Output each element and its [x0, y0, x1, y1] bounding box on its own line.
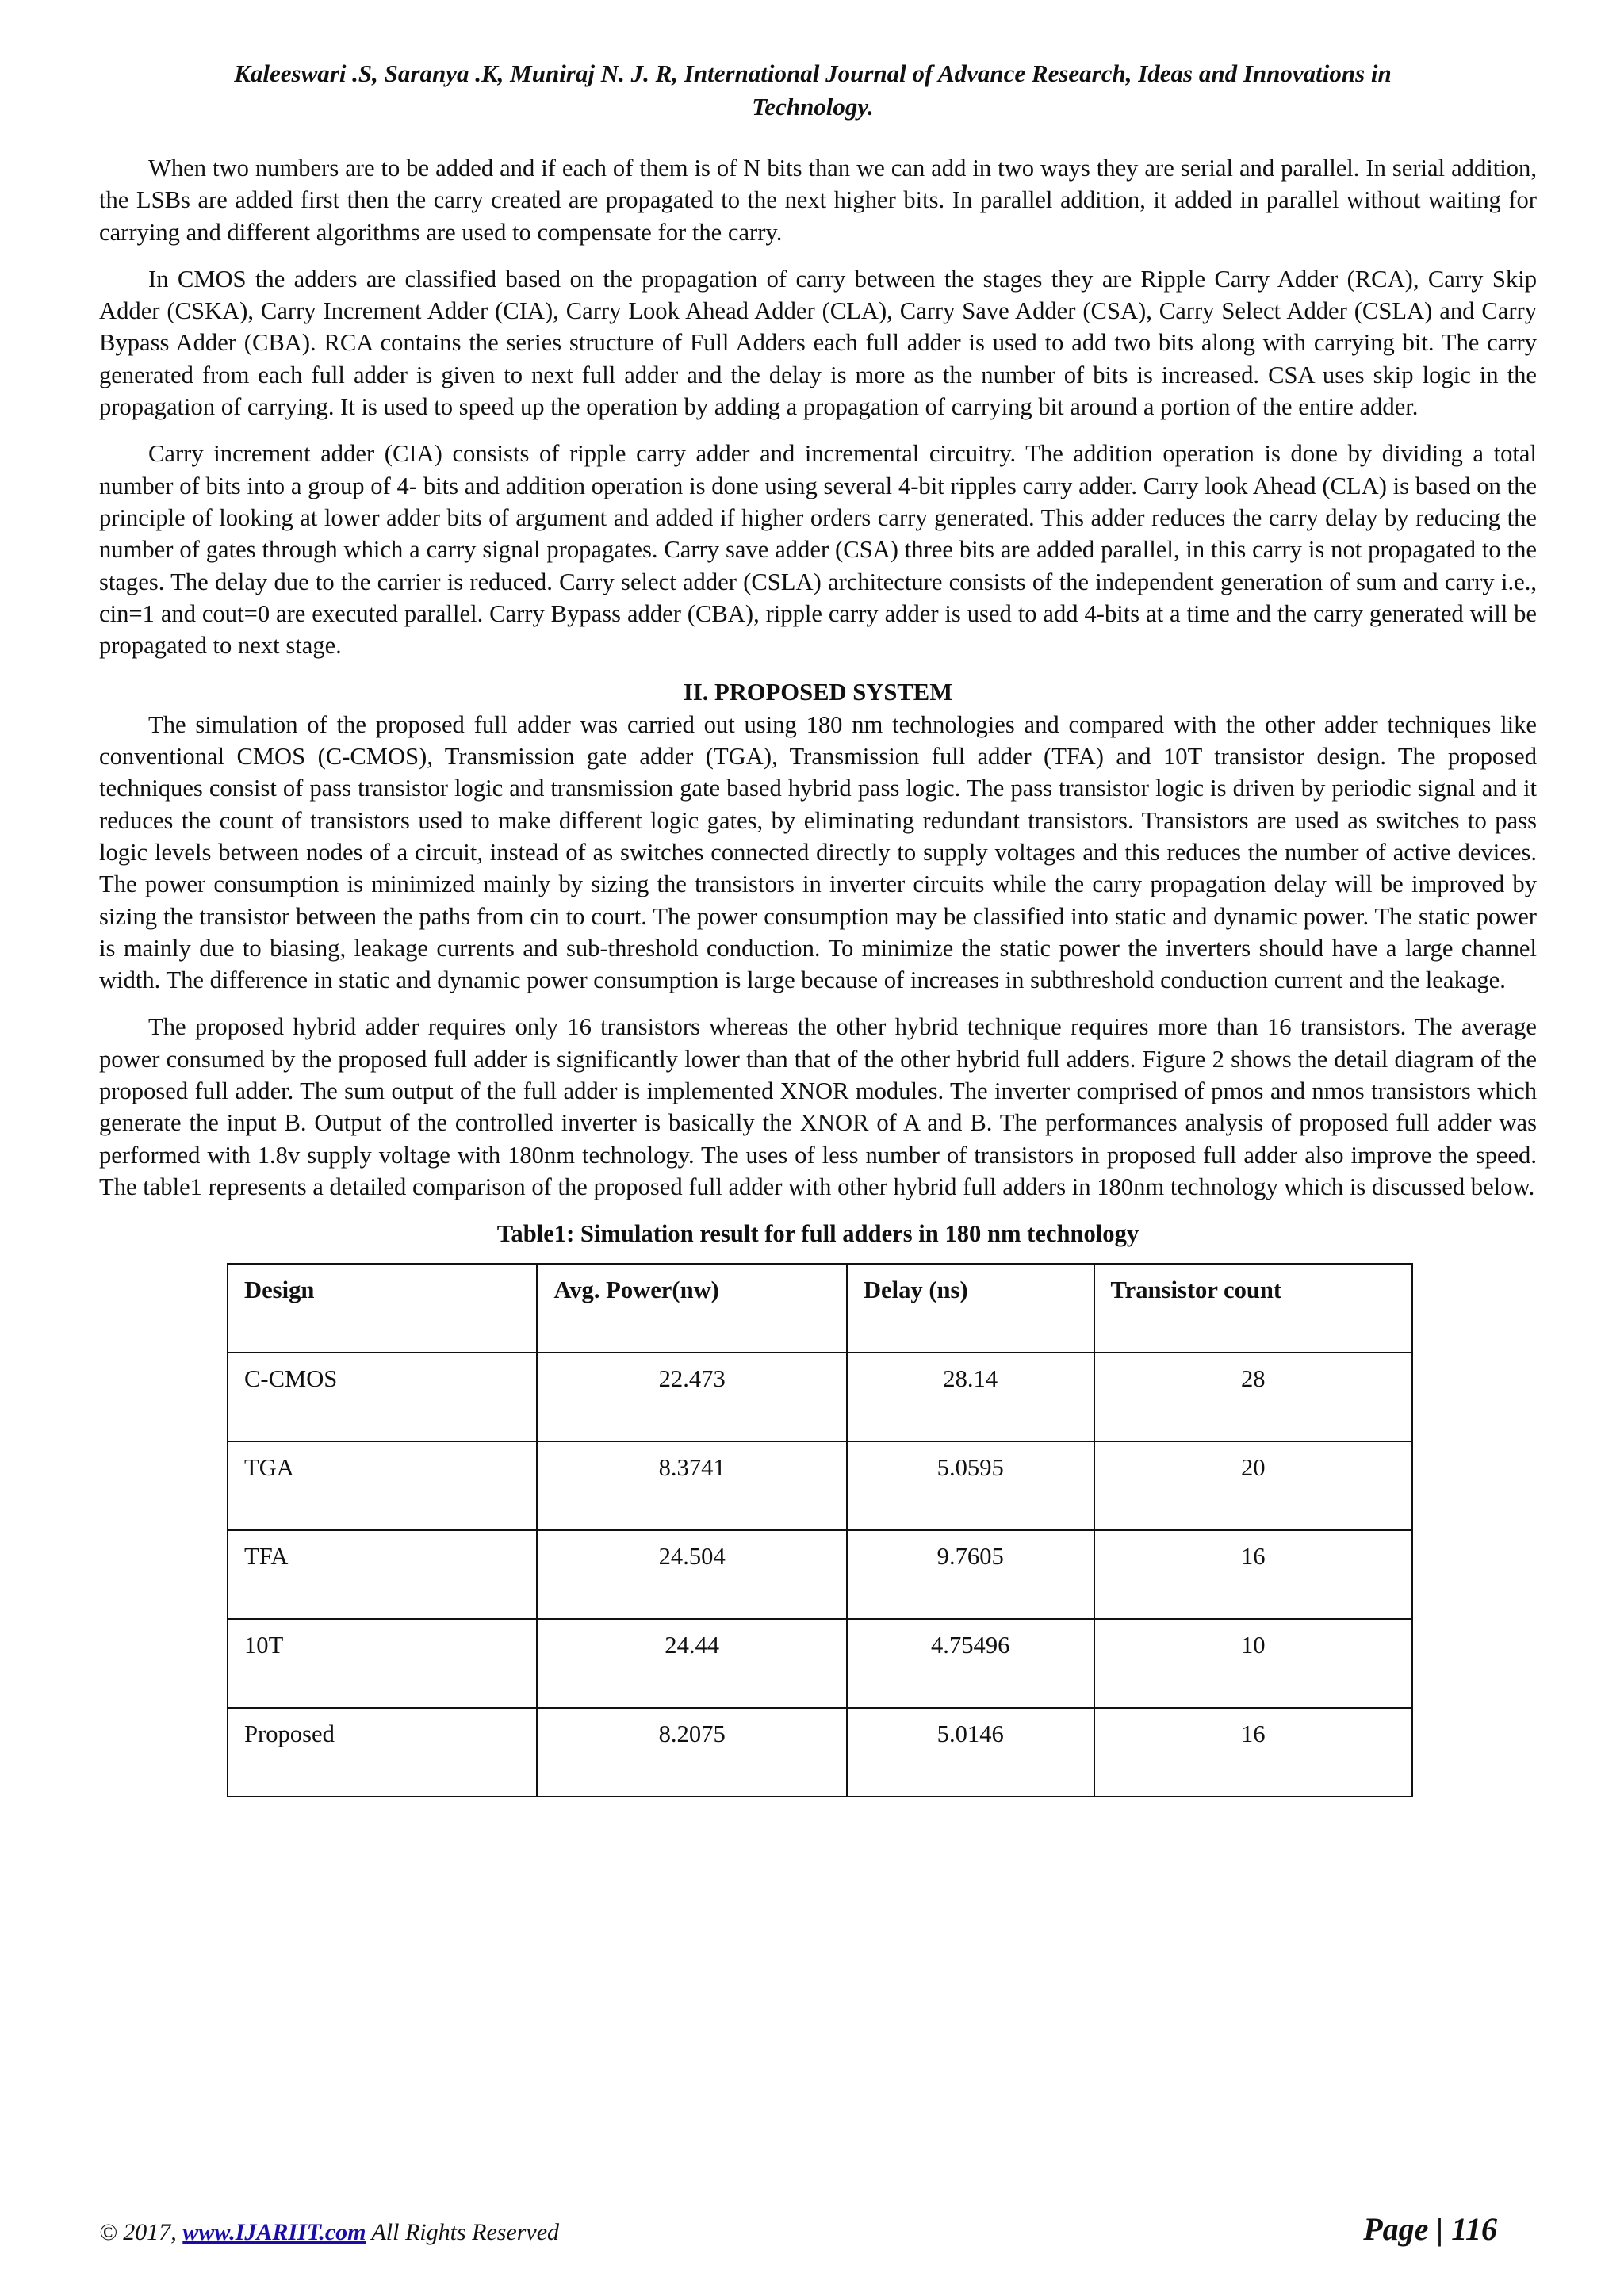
table-cell-transistors: 10 — [1094, 1619, 1412, 1708]
table-cell-transistors: 28 — [1094, 1353, 1412, 1441]
journal-site-link[interactable]: www.IJARIIT.com — [182, 2219, 366, 2245]
table-row — [228, 1441, 1412, 1530]
table-cell-power: 24.44 — [537, 1619, 847, 1708]
table-cell-power: 8.3741 — [537, 1441, 847, 1530]
table-cell-transistors: 20 — [1094, 1441, 1412, 1530]
table-header-cell: Delay (ns) — [847, 1264, 1094, 1353]
footer-copyright — [99, 2217, 559, 2248]
table-cell-power: 22.473 — [537, 1353, 847, 1441]
table-cell-design: C-CMOS — [228, 1353, 537, 1441]
section-heading-proposed-system: II. PROPOSED SYSTEM — [683, 679, 953, 706]
copyright-prefix: © 2017, — [99, 2219, 177, 2245]
table-cell-delay: 5.0146 — [847, 1708, 1094, 1797]
table-header-row — [228, 1264, 1412, 1353]
table-row — [228, 1530, 1412, 1619]
table-row — [228, 1708, 1412, 1797]
table-header-cell: Avg. Power(nw) — [537, 1264, 847, 1353]
rights-text: All Rights Reserved — [371, 2219, 560, 2245]
results-table — [227, 1263, 1413, 1797]
table-cell-delay: 9.7605 — [847, 1530, 1094, 1619]
article-body — [99, 152, 1537, 1797]
page-number: Page | 116 — [1363, 2211, 1497, 2247]
table-cell-design: 10T — [228, 1619, 537, 1708]
header-authors-journal: Kaleeswari .S, Saranya .K, Muniraj N. J. R, International Journal of Advance Research, Ideas and Innovations in — [234, 59, 1392, 87]
paragraph-proposed-simulation: The simulation of the proposed full adder was carried out using 180 nm technologies and compared with the other adder techniques like conventional CMOS (C-CMOS), Transmission gate adder (TGA), Transmission full adder (TFA) and 10T transistor design. The proposed techniques consist of pass transistor logic and transmission gate based hybrid pass logic. The pass transistor logic is driven by periodic signal and it reduces the count of transistors used to make different logic gates, by eliminating redundant transistors. Transistors are used as switches to pass logic levels between nodes of a circuit, instead of as switches connected directly to supply voltages and this reduces the number of active devices. The power consumption is minimized mainly by sizing the transistors in inverter circuits while the carry propagation delay will be improved by sizing the transistor between the paths from cin to court. The power consumption may be classified into static and dynamic power. The static power is mainly due to biasing, leakage currents and sub-threshold conduction. To minimize the static power the inverters should have a large channel width. The difference in static and dynamic power consumption is large because of increases in subthreshold conduction current and the leakage. — [99, 710, 1537, 994]
table-cell-power: 8.2075 — [537, 1708, 847, 1797]
table-cell-transistors: 16 — [1094, 1530, 1412, 1619]
table-cell-delay: 28.14 — [847, 1353, 1094, 1441]
table-cell-delay: 4.75496 — [847, 1619, 1094, 1708]
table-header-cell: Transistor count — [1094, 1264, 1412, 1353]
table-cell-delay: 5.0595 — [847, 1441, 1094, 1530]
paragraph-cmos-adders: In CMOS the adders are classified based on the propagation of carry between the stages they are Ripple Carry Adder (RCA), Carry Skip Adder (CSKA), Carry Increment Adder (CIA), Carry Look Ahead Adder (CLA), Carry Save Adder (CSA), Carry Select Adder (CSLA) and Carry Bypass Adder (CBA). RCA contains the series structure of Full Adders each full adder is used to add two bits along with carrying bit. The carry generated from each full adder is given to next full adder and the delay is more as the number of bits is increased. CSA uses skip logic in the propagation of carrying. It is used to speed up the operation by adding a propagation of carrying bit around a portion of the entire adder. — [99, 265, 1537, 421]
table-cell-design: TFA — [228, 1530, 537, 1619]
table-cell-design: Proposed — [228, 1708, 537, 1797]
header-journal-continued: Technology. — [752, 93, 874, 121]
table-row — [228, 1353, 1412, 1441]
table-cell-transistors: 16 — [1094, 1708, 1412, 1797]
paragraph-proposed-hybrid: The proposed hybrid adder requires only 16 transistors whereas the other hybrid technique requires more than 16 transistors. The average power consumed by the proposed full adder is significantly lower than that of the other hybrid full adders. Figure 2 shows the detail diagram of the proposed full adder. The sum output of the full adder is implemented XNOR modules. The inverter comprised of pmos and nmos transistors which generate the input B. Output of the controlled inverter is basically the XNOR of A and B. The performances analysis of proposed full adder was performed with 1.8v supply voltage with 180nm technology. The uses of less number of transistors in proposed full adder also improve the speed. The table1 represents a detailed comparison of the proposed full adder with other hybrid full adders in 180nm technology which is discussed below. — [99, 1013, 1537, 1200]
table-cell-design: TGA — [228, 1441, 537, 1530]
table-row — [228, 1619, 1412, 1708]
table-cell-power: 24.504 — [537, 1530, 847, 1619]
paragraph-serial-parallel: When two numbers are to be added and if each of them is of N bits than we can add in two ways they are serial and parallel. In serial addition, the LSBs are added first then the carry created are propagated to the next higher bits. In parallel addition, it added in parallel without waiting for carrying and different algorithms are used to compensate for the carry. — [99, 155, 1537, 246]
paragraph-adder-types: Carry increment adder (CIA) consists of ripple carry adder and incremental circuitry. The addition operation is done by dividing a total number of bits into a group of 4- bits and addition operation is done using several 4-bit ripples carry adder. Carry look Ahead (CLA) is based on the principle of looking at lower adder bits of argument and added if higher orders carry generated. This adder reduces the carry delay by reducing the number of gates through which a carry signal propagates. Carry save adder (CSA) three bits are added parallel, in this carry is not propagated to the stages. The delay due to the carrier is reduced. Carry select adder (CSLA) architecture consists of the independent generation of sum and carry i.e., cin=1 and cout=0 are executed parallel. Carry Bypass adder (CBA), ripple carry adder is used to add 4-bits at a time and the carry generated will be propagated to next stage. — [99, 440, 1537, 660]
table-caption: Table1: Simulation result for full adders in 180 nm technology — [496, 1220, 1139, 1248]
table-header-cell: Design — [228, 1264, 537, 1353]
running-header — [103, 57, 1522, 124]
